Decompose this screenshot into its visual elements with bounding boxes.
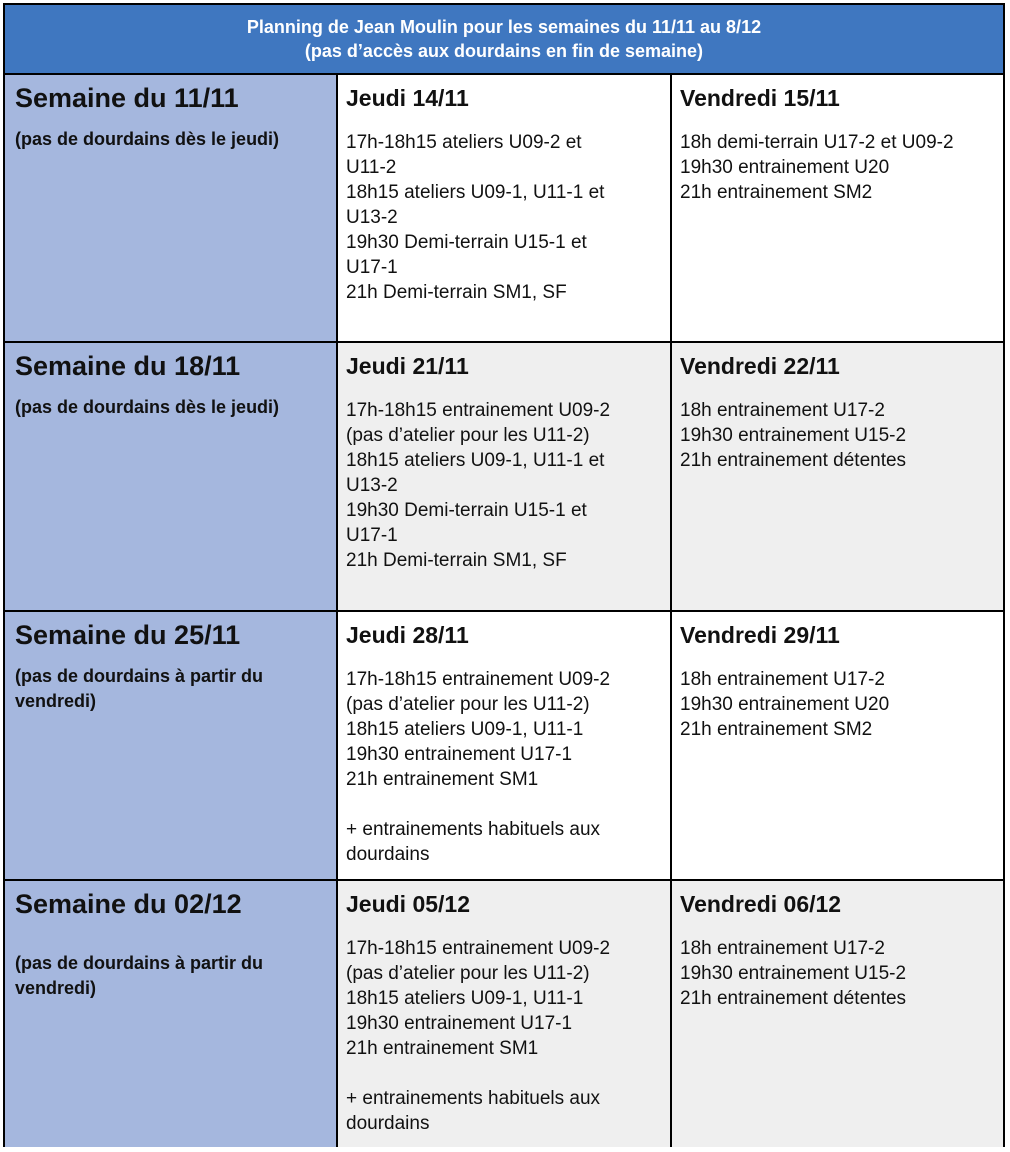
week-cell — [5, 881, 338, 1147]
schedule-line: 21h Demi-terrain SM1, SF — [346, 550, 567, 571]
week-title: Semaine du 02/12 — [15, 889, 242, 919]
friday-cell — [672, 343, 1003, 610]
table-header — [5, 5, 1003, 75]
schedule-line: 19h30 entrainement U20 — [680, 694, 890, 715]
schedule-line: 18h15 ateliers U09-1, U11-1 — [346, 719, 584, 740]
schedule-line: 19h30 entrainement U17-1 — [346, 744, 573, 765]
week-row — [5, 343, 1003, 612]
thursday-cell — [338, 881, 672, 1147]
schedule-line — [346, 792, 662, 817]
weeks-grid — [5, 75, 1003, 1147]
schedule-line: U17-1 — [346, 257, 398, 278]
schedule-line: 21h entrainement SM1 — [346, 769, 539, 790]
schedule-line: 19h30 Demi-terrain U15-1 et — [346, 500, 587, 521]
schedule-line — [346, 1061, 662, 1086]
schedule-line: U11-2 — [346, 157, 397, 178]
schedule-line: (pas d’atelier pour les U11-2) — [346, 694, 590, 715]
schedule-lines — [680, 398, 995, 473]
schedule-line: 19h30 entrainement U20 — [680, 157, 890, 178]
schedule-line: 18h15 ateliers U09-1, U11-1 et — [346, 182, 605, 203]
schedule-line: 19h30 Demi-terrain U15-1 et — [346, 232, 587, 253]
schedule-line: 18h entrainement U17-2 — [680, 400, 885, 421]
schedule-line: 21h entrainement détentes — [680, 450, 907, 471]
schedule-line: 17h-18h15 entrainement U09-2 — [346, 938, 611, 959]
week-cell — [5, 343, 338, 610]
day-title: Vendredi 22/11 — [680, 353, 840, 379]
thursday-cell — [338, 343, 672, 610]
schedule-lines — [346, 398, 662, 573]
week-title: Semaine du 11/11 — [15, 83, 239, 113]
schedule-line: 18h entrainement U17-2 — [680, 938, 885, 959]
schedule-line: 21h entrainement SM2 — [680, 719, 873, 740]
schedule-line: (pas d’atelier pour les U11-2) — [346, 425, 590, 446]
schedule-lines — [346, 130, 662, 305]
schedule-line: 17h-18h15 entrainement U09-2 — [346, 400, 611, 421]
day-title: Jeudi 21/11 — [346, 353, 469, 379]
schedule-line: (pas d’atelier pour les U11-2) — [346, 963, 590, 984]
schedule-line: 19h30 entrainement U17-1 — [346, 1013, 573, 1034]
week-note: (pas de dourdains dès le jeudi) — [15, 129, 280, 149]
schedule-line: 21h entrainement SM1 — [346, 1038, 539, 1059]
week-row — [5, 612, 1003, 881]
thursday-cell — [338, 75, 672, 341]
schedule-line: 21h Demi-terrain SM1, SF — [346, 282, 567, 303]
week-row — [5, 881, 1003, 1147]
friday-cell — [672, 75, 1003, 341]
schedule-line: 18h demi-terrain U17-2 et U09-2 — [680, 132, 954, 153]
day-title: Vendredi 15/11 — [680, 85, 840, 111]
schedule-line: dourdains — [346, 1113, 430, 1134]
schedule-line: 19h30 entrainement U15-2 — [680, 963, 907, 984]
schedule-lines — [680, 130, 995, 205]
day-title: Vendredi 06/12 — [680, 891, 842, 917]
schedule-line: 19h30 entrainement U15-2 — [680, 425, 907, 446]
planning-table — [3, 3, 1005, 1147]
day-title: Vendredi 29/11 — [680, 622, 840, 648]
schedule-line: 21h entrainement détentes — [680, 988, 907, 1009]
week-note: vendredi) — [15, 978, 97, 998]
schedule-line: + entrainements habituels aux — [346, 819, 601, 840]
week-cell — [5, 612, 338, 879]
friday-cell — [672, 612, 1003, 879]
week-note: (pas de dourdains dès le jeudi) — [15, 397, 280, 417]
schedule-line: 17h-18h15 ateliers U09-2 et — [346, 132, 582, 153]
thursday-cell — [338, 612, 672, 879]
day-title: Jeudi 05/12 — [346, 891, 471, 917]
schedule-line: 17h-18h15 entrainement U09-2 — [346, 669, 611, 690]
week-note: (pas de dourdains à partir du — [15, 953, 264, 973]
header-title: Planning de Jean Moulin pour les semaines du 11/11 au 8/12 — [246, 17, 762, 37]
day-title: Jeudi 28/11 — [346, 622, 469, 648]
schedule-line: U13-2 — [346, 475, 398, 496]
schedule-line: U17-1 — [346, 525, 398, 546]
week-row — [5, 75, 1003, 343]
schedule-lines — [680, 936, 995, 1011]
week-title: Semaine du 18/11 — [15, 351, 241, 381]
week-cell — [5, 75, 338, 341]
friday-cell — [672, 881, 1003, 1147]
schedule-lines — [346, 936, 662, 1136]
schedule-line: U13-2 — [346, 207, 398, 228]
schedule-line: 21h entrainement SM2 — [680, 182, 873, 203]
schedule-lines — [680, 667, 995, 742]
week-note: (pas de dourdains à partir du — [15, 666, 264, 686]
day-title: Jeudi 14/11 — [346, 85, 469, 111]
schedule-line: dourdains — [346, 844, 430, 865]
header-subtitle: (pas d’accès aux dourdains en fin de semaine) — [304, 41, 704, 61]
week-title: Semaine du 25/11 — [15, 620, 241, 650]
schedule-line: 18h15 ateliers U09-1, U11-1 — [346, 988, 584, 1009]
schedule-line: 18h entrainement U17-2 — [680, 669, 885, 690]
schedule-line: + entrainements habituels aux — [346, 1088, 601, 1109]
week-note: vendredi) — [15, 691, 97, 711]
schedule-lines — [346, 667, 662, 867]
schedule-line: 18h15 ateliers U09-1, U11-1 et — [346, 450, 605, 471]
